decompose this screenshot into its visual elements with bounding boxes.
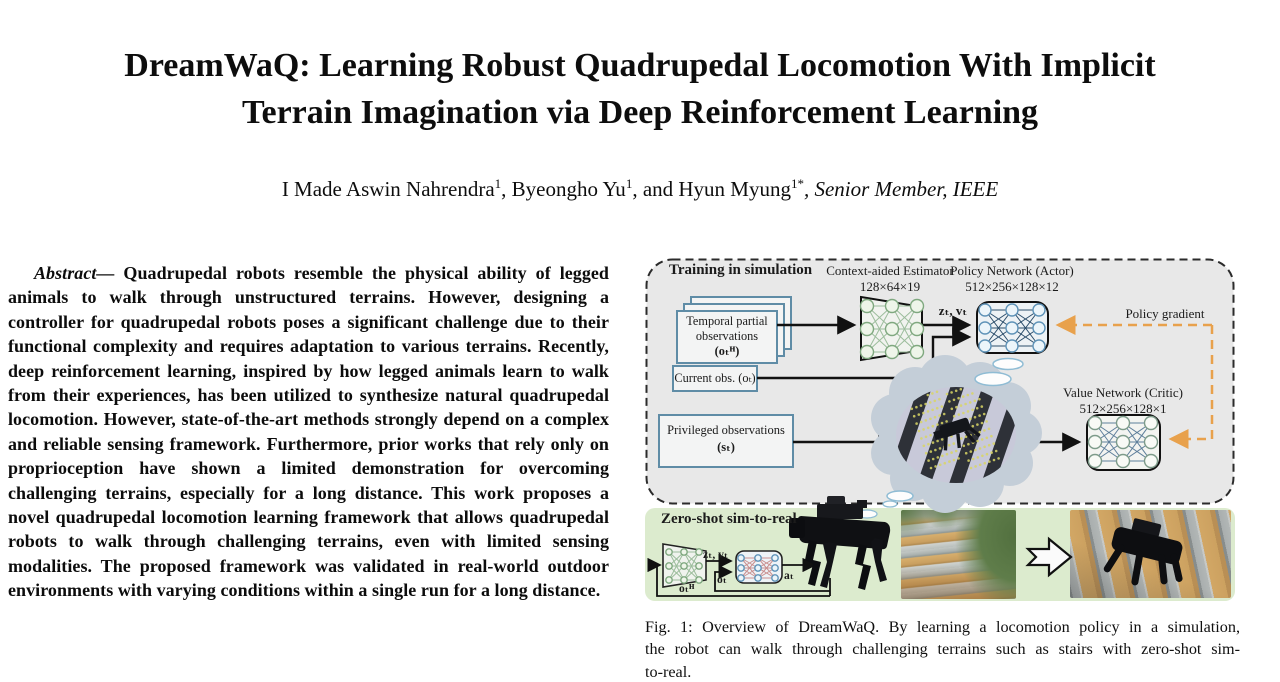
privileged-obs-line1: Privileged observations <box>667 423 785 437</box>
page-title <box>0 42 1280 136</box>
real-panel <box>645 508 1235 601</box>
author-membership: , Senior Member, IEEE <box>803 177 999 201</box>
estimator-network <box>861 300 924 359</box>
real-obs-history-label: oₜᴴ <box>679 583 695 595</box>
actor-dims: 512×256×128×12 <box>965 278 1059 294</box>
real-panel-title: Zero-shot sim-to-real <box>661 511 797 527</box>
critic-network <box>1089 417 1158 468</box>
figure-caption <box>645 616 1240 682</box>
figure-caption-label: Fig. 1: <box>645 618 693 636</box>
real-action-label: aₜ <box>784 570 795 582</box>
critic-dims: 512×256×128×1 <box>1079 400 1167 416</box>
current-obs-label: Current obs. (oₜ) <box>674 371 756 385</box>
actor-label <box>932 263 1092 294</box>
critic-name: Value Network (Critic) <box>1063 385 1183 400</box>
author-3-affiliation: 1* <box>790 176 804 191</box>
author-1-affiliation: 1 <box>494 176 502 191</box>
policy-gradient-label: Policy gradient <box>1125 306 1205 321</box>
author-1: I Made Aswin Nahrendra <box>281 177 495 201</box>
real-latent-label: zₜ, vₜ <box>703 549 729 561</box>
sim-panel-title: Training in simulation <box>669 262 813 278</box>
abstract-text: Quadrupedal robots resemble the physical ability of legged animals to walk through unstructured terrains. However, designing a controller for quadrupedal robots poses a significant challenge due to their functional complexity and requires adaptation to various terrains. Recently, deep reinforcement learning, inspired by how legged animals learn to walk from their experiences, has been utilized to synthesize natural quadrupedal locomotion. However, state-of-the-art methods strongly depend on a complex and reliable sensing framework. Furthermore, prior works that rely only on proprioception have shown a limited demonstration for overcoming challenging terrains, especially for a long distance. This work proposes a novel quadrupedal locomotion learning framework that allows quadrupedal robots to walk through challenging terrains, even with limited sensing modalities. The proposed framework was validated in real-world outdoor environments with varying conditions within a single run for a long distance. <box>8 263 609 601</box>
estimator-name: Context-aided Estimator <box>826 263 954 278</box>
mini-policy-network <box>738 555 778 581</box>
actor-network <box>979 304 1045 352</box>
actor-name: Policy Network (Actor) <box>950 263 1074 278</box>
sim-panel <box>645 258 1235 505</box>
privileged-obs-label <box>659 422 793 456</box>
title-line1: DreamWaQ: Learning Robust Quadrupedal Locomotion With Implicit <box>124 47 1156 84</box>
author-2: , Byeongho Yu <box>501 177 626 201</box>
abstract-label: Abstract— <box>34 263 115 283</box>
author-3: , and Hyun Myung <box>632 177 791 201</box>
title-line2: Terrain Imagination via Deep Reinforcement Learning <box>241 94 1039 131</box>
figure-caption-text: Overview of DreamWaQ. By learning a locomotion policy in a simulation, the robot can walk through challenging terrains such as stairs with zero-shot sim-to-real. <box>645 618 1241 681</box>
critic-label <box>1043 385 1203 416</box>
mini-estimator-network <box>666 549 702 583</box>
figure-1 <box>645 258 1240 682</box>
temporal-obs-label <box>677 314 777 359</box>
sim-to-real-block-arrow <box>1028 539 1071 575</box>
temporal-obs-symbol: (oₜᴴ) <box>714 344 740 358</box>
latent-label: zₜ, vₜ <box>938 303 968 318</box>
temporal-obs-line2: observations <box>695 329 759 343</box>
privileged-obs-symbol: (sₜ) <box>717 440 735 454</box>
real-obs-label: oₜ <box>717 574 728 586</box>
author-line <box>0 176 1280 202</box>
temporal-obs-line1: Temporal partial <box>686 314 768 328</box>
abstract-paragraph <box>8 261 609 603</box>
estimator-dims: 128×64×19 <box>859 278 921 294</box>
robot-photo-silhouette <box>789 496 890 590</box>
author-2-affiliation: 1 <box>625 176 633 191</box>
